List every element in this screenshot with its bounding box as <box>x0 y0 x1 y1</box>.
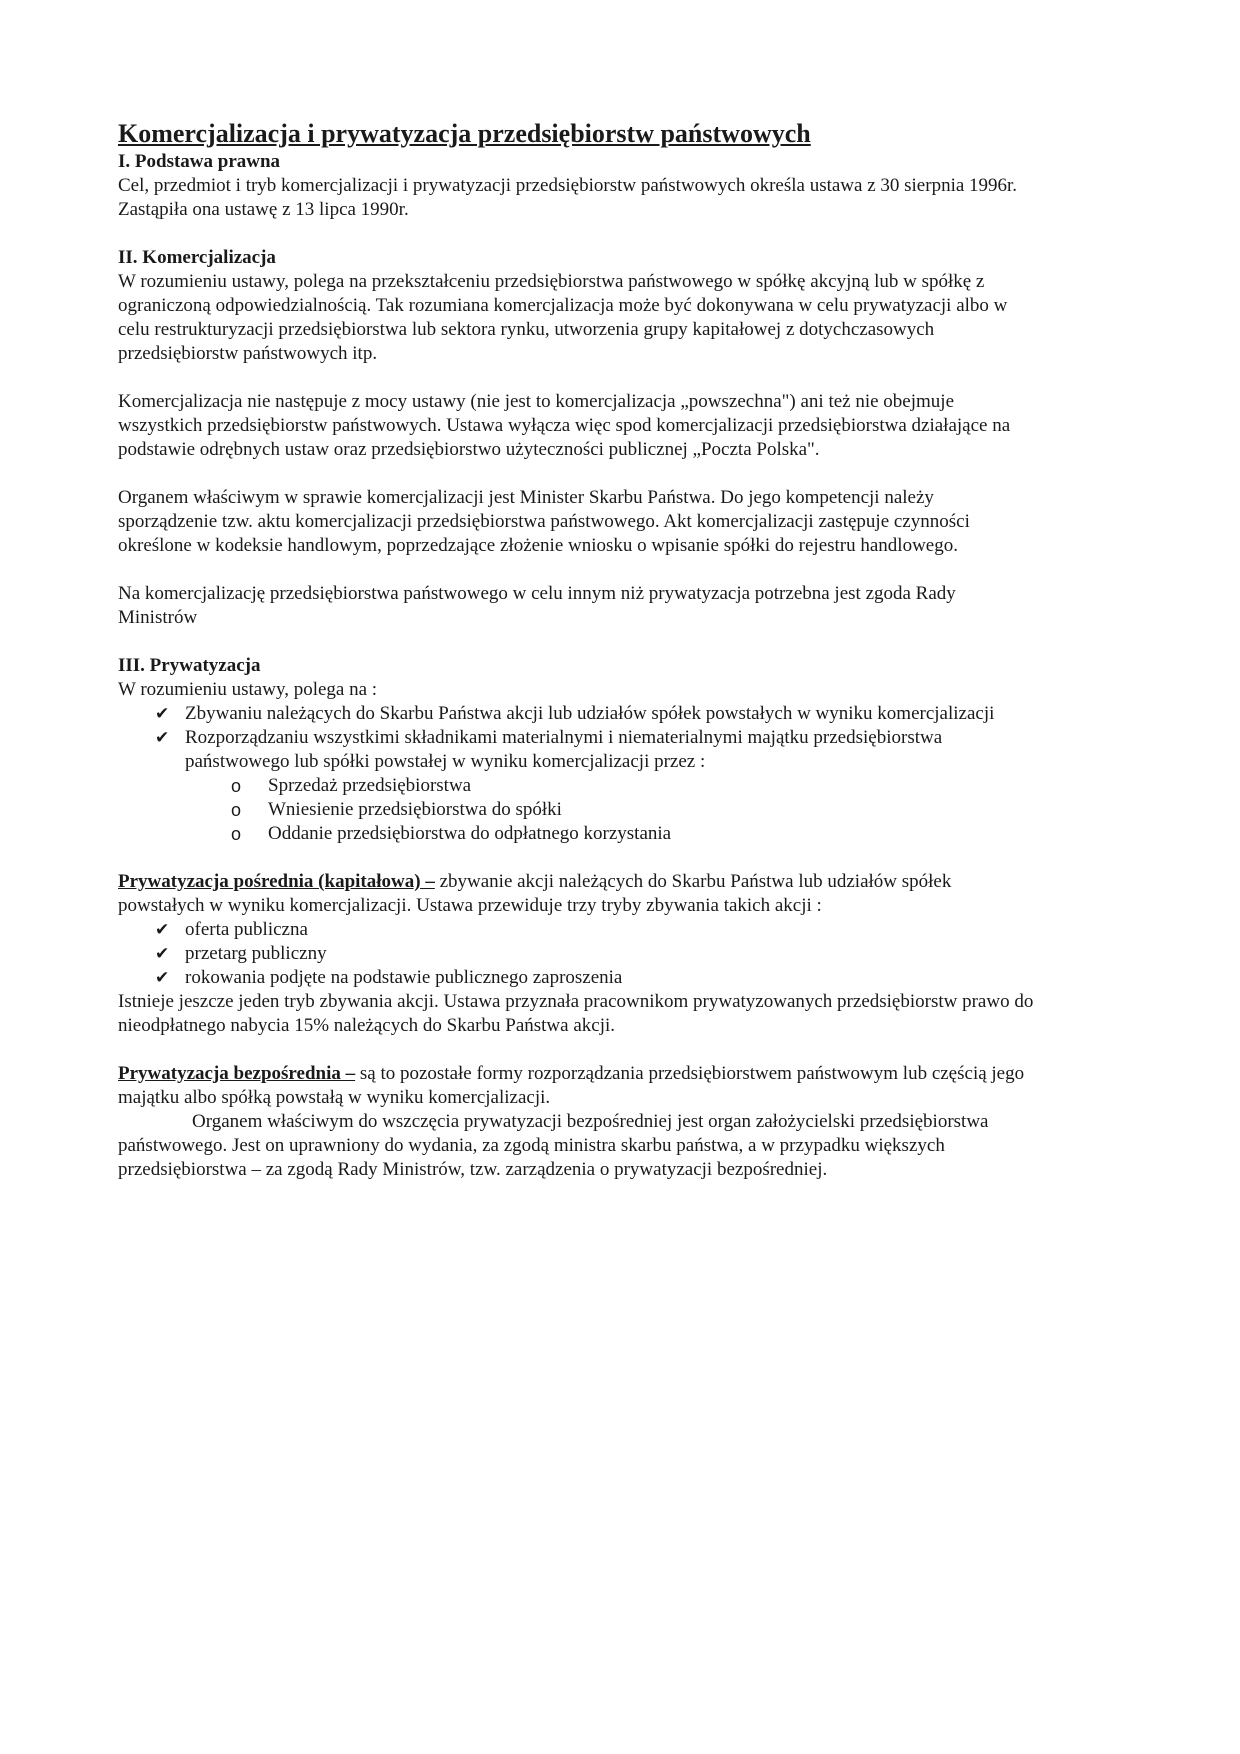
sub-list-item <box>118 774 1138 798</box>
text-line: Organem właściwym w sprawie komercjalizacji jest Minister Skarbu Państwa. Do jego kompetencji należy <box>118 487 934 508</box>
checkmark-icon: ✔ <box>155 728 170 748</box>
definition-text: zbywanie akcji należących do Skarbu Państwa lub udziałów spółek <box>434 871 952 892</box>
section-2-paragraph-1 <box>118 270 1138 366</box>
section-2-paragraph-3 <box>118 486 1138 558</box>
sale-modes-list <box>118 918 1138 990</box>
direct-privatization-definition <box>118 1062 1138 1110</box>
term-indirect-privatization: Prywatyzacja pośrednia (kapitałowa) – <box>118 871 435 892</box>
sub-list-item <box>118 822 1138 846</box>
sub-list-item-text: Wniesienie przedsiębiorstwa do spółki <box>268 799 562 820</box>
section-1-heading: I. Podstawa prawna <box>118 151 281 172</box>
text-line: nieodpłatnego nabycia 15% należących do Skarbu Państwa akcji. <box>118 1015 615 1036</box>
definition-text: są to pozostałe formy rozporządzania przedsiębiorstwem państwowym lub częścią jego <box>355 1063 1025 1084</box>
section-2-heading: II. Komercjalizacja <box>118 247 276 268</box>
document-title: Komercjalizacja i prywatyzacja przedsiębiorstw państwowych <box>118 119 811 148</box>
list-item <box>118 702 1138 726</box>
checkmark-icon: ✔ <box>155 968 170 988</box>
document-page <box>118 118 1138 1182</box>
text-line: ograniczoną odpowiedzialnością. Tak rozumiana komercjalizacja może być dokonywana w celu prywatyzacji albo w <box>118 295 1008 316</box>
list-item <box>118 726 1138 774</box>
list-item-text: Rozporządzaniu wszystkimi składnikami materialnymi i niematerialnymi majątku przedsiębiorstwa <box>185 727 943 748</box>
list-item <box>118 918 1138 942</box>
text-line: Komercjalizacja nie następuje z mocy ustawy (nie jest to komercjalizacja „powszechna") ani też nie obejmuje <box>118 391 954 412</box>
circle-bullet-icon: o <box>231 776 242 796</box>
sub-list-item-text: Oddanie przedsiębiorstwa do odpłatnego korzystania <box>268 823 672 844</box>
list-item-text: Zbywaniu należących do Skarbu Państwa akcji lub udziałów spółek powstałych w wyniku komercjalizacji <box>185 703 995 724</box>
term-direct-privatization: Prywatyzacja bezpośrednia – <box>118 1063 356 1084</box>
text-line: Istnieje jeszcze jeden tryb zbywania akcji. Ustawa przyznała pracownikom prywatyzowanych przedsiębiorstw prawo do <box>118 991 1034 1012</box>
text-line: Na komercjalizację przedsiębiorstwa państwowego w celu innym niż prywatyzacja potrzebna jest zgoda Rady <box>118 583 956 604</box>
text-line: podstawie odrębnych ustaw oraz przedsiębiorstwo użyteczności publicznej „Poczta Polska". <box>118 439 820 460</box>
section-2-paragraph-2 <box>118 390 1138 462</box>
checkmark-icon: ✔ <box>155 944 170 964</box>
employee-shares-paragraph <box>118 990 1138 1038</box>
checkmark-icon: ✔ <box>155 704 170 724</box>
circle-bullet-icon: o <box>231 824 242 844</box>
direct-privatization-authority <box>118 1110 1138 1182</box>
text-line: Zastąpiła ona ustawę z 13 lipca 1990r. <box>118 199 409 220</box>
sub-list-item-text: Sprzedaż przedsiębiorstwa <box>268 775 472 796</box>
text-line: państwowego. Jest on uprawniony do wydania, za zgodą ministra skarbu państwa, a w przypadku większych <box>118 1135 945 1156</box>
text-line: przedsiębiorstw państwowych itp. <box>118 343 378 364</box>
list-item-text: rokowania podjęte na podstawie publicznego zaproszenia <box>185 967 623 988</box>
text-line: celu restrukturyzacji przedsiębiorstwa lub sektora rynku, utworzenia grupy kapitałowej z dotychczasowych <box>118 319 935 340</box>
section-3-heading: III. Prywatyzacja <box>118 655 261 676</box>
list-item-text: państwowego lub spółki powstałej w wyniku komercjalizacji przez : <box>185 751 706 772</box>
text-line: określone w kodeksie handlowym, poprzedzające złożenie wniosku o wpisanie spółki do rejestru handlowego. <box>118 535 958 556</box>
section-2-paragraph-4 <box>118 582 1138 630</box>
disposal-methods-list <box>118 774 1138 846</box>
privatization-forms-list <box>118 702 1138 774</box>
section-3-intro: W rozumieniu ustawy, polega na : <box>118 679 378 700</box>
list-item-text: oferta publiczna <box>185 919 308 940</box>
text-line: powstałych w wyniku komercjalizacji. Ustawa przewiduje trzy tryby zbywania takich akcji : <box>118 895 822 916</box>
indirect-privatization-definition <box>118 870 1138 918</box>
text-line: Ministrów <box>118 607 198 628</box>
text-line: majątku albo spółką powstałą w wyniku komercjalizacji. <box>118 1087 551 1108</box>
list-item <box>118 966 1138 990</box>
text-line: sporządzenie tzw. aktu komercjalizacji przedsiębiorstwa państwowego. Akt komercjalizacji zastępuje czynności <box>118 511 970 532</box>
text-line: przedsiębiorstwa – za zgodą Rady Ministrów, tzw. zarządzenia o prywatyzacji bezpośredniej. <box>118 1159 828 1180</box>
section-1-paragraph <box>118 174 1138 222</box>
text-line: Cel, przedmiot i tryb komercjalizacji i prywatyzacji przedsiębiorstw państwowych określa ustawa z 30 sierpnia 1996r. <box>118 175 1018 196</box>
list-item <box>118 942 1138 966</box>
checkmark-icon: ✔ <box>155 920 170 940</box>
text-line: Organem właściwym do wszczęcia prywatyzacji bezpośredniej jest organ założycielski przedsiębiorstwa <box>192 1111 989 1132</box>
text-line: W rozumieniu ustawy, polega na przekształceniu przedsiębiorstwa państwowego w spółkę akcyjną lub w spółkę z <box>118 271 985 292</box>
text-line: wszystkich przedsiębiorstw państwowych. Ustawa wyłącza więc spod komercjalizacji przedsiębiorstwa działające na <box>118 415 1011 436</box>
circle-bullet-icon: o <box>231 800 242 820</box>
sub-list-item <box>118 798 1138 822</box>
list-item-text: przetarg publiczny <box>185 943 327 964</box>
